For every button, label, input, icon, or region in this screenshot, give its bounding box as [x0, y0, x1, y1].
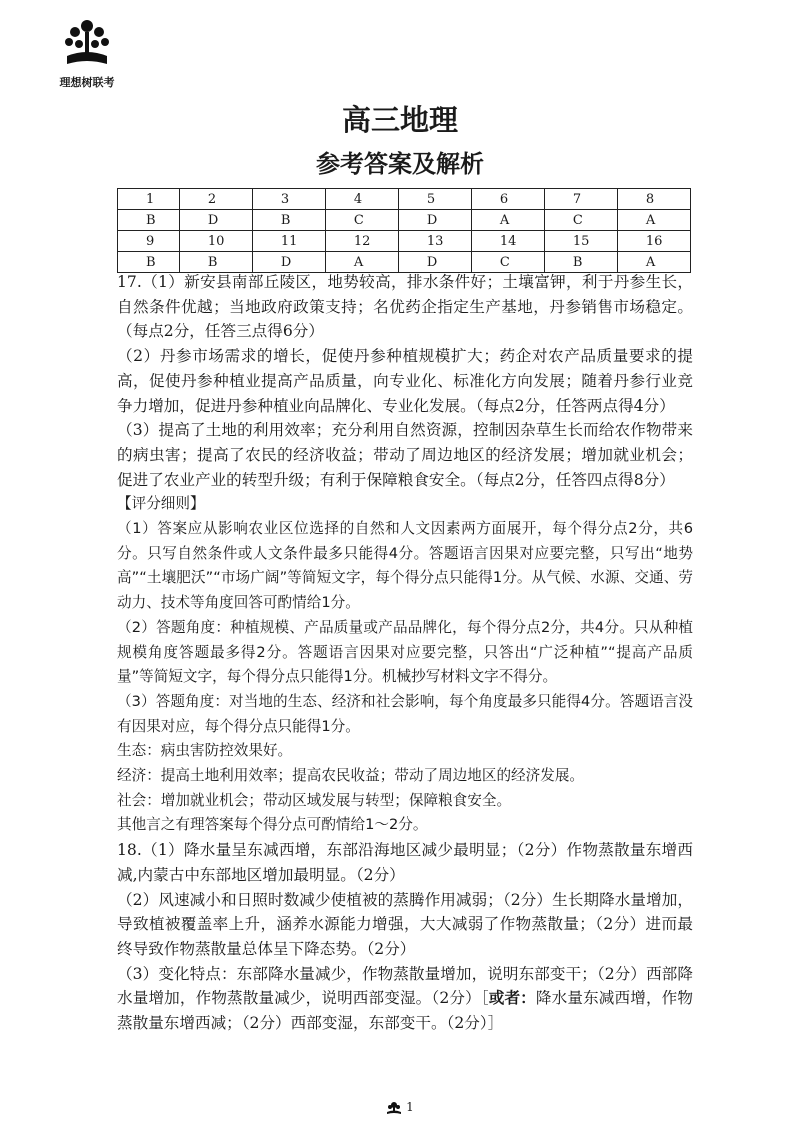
question-number-row — [118, 189, 691, 210]
table-cell: D — [252, 252, 325, 273]
rubric-society: 社会：增加就业机会；带动区域发展与转型；保障粮食安全。 — [117, 791, 512, 809]
logo-text: 理想树联考 — [59, 76, 115, 89]
table-cell: B — [252, 210, 325, 231]
q18-part3-alt: 降水量东减西增，作物蒸散量东增西减；（2分）西部变湿，东部变干。（2分）］ — [117, 989, 693, 1033]
answer-content — [117, 270, 693, 1036]
table-cell: 13 — [398, 231, 471, 252]
table-cell: A — [617, 210, 690, 231]
page-footer — [0, 1100, 800, 1115]
table-cell: 14 — [471, 231, 544, 252]
table-cell: A — [325, 252, 398, 273]
q17-part2: （2）丹参市场需求的增长，促使丹参种植规模扩大；药企对农产品质量要求的提高，促使丹参种植业提高产品质量，向专业化、标准化方向发展；随着丹参行业竞争力增加，促进丹参种植业向品牌化、专业化发展。（每点2分，任答两点得4分） — [117, 347, 693, 415]
table-cell: C — [325, 210, 398, 231]
q18-part3-main: （3）变化特点：东部降水量减少，作物蒸散量增加，说明东部变干；（2分）西部降水量增加，作物蒸散量减少，说明西部变湿。（2分）［ — [117, 964, 693, 1008]
table-cell: 8 — [617, 189, 690, 210]
table-cell: 7 — [544, 189, 617, 210]
tree-logo-icon — [63, 18, 111, 68]
table-cell: D — [398, 210, 471, 231]
answer-row — [118, 210, 691, 231]
q18-part3 — [117, 962, 693, 1036]
rubric-economy: 经济：提高土地利用效率；提高农民收益；带动了周边地区的经济发展。 — [117, 767, 585, 785]
table-cell: 16 — [617, 231, 690, 252]
table-cell: A — [617, 252, 690, 273]
table-cell: 5 — [398, 189, 471, 210]
table-cell: 10 — [179, 231, 252, 252]
table-cell: 1 — [118, 189, 180, 210]
logo — [52, 18, 122, 90]
table-cell: D — [398, 252, 471, 273]
table-cell: 6 — [471, 189, 544, 210]
table-cell: 12 — [325, 231, 398, 252]
rubric-2: （2）答题角度：种植规模、产品质量或产品品牌化，每个得分点2分，共4分。只从种植规模角度答题最多得2分。答题语言因果对应要完整，只答出“广泛种植”“提高产品质量”等简短文字，每个得分点只能得1分。机械抄写材料文字不得分。 — [117, 618, 693, 686]
page-title: 高三地理 — [341, 103, 458, 137]
rubric-3: （3）答题角度：对当地的生态、经济和社会影响，每个角度最多只能得4分。答题语言没有因果对应，每个得分点只能得1分。 — [117, 692, 693, 735]
table-cell: C — [471, 252, 544, 273]
rubric-ecology: 生态：病虫害防控效果好。 — [117, 742, 293, 760]
q17-part1: 17.（1）新安县南部丘陵区，地势较高，排水条件好；土壤富钾，利于丹参生长，自然条件优越；当地政府政策支持；名优药企指定生产基地，丹参销售市场稳定。（每点2分，任答三点得6分） — [117, 273, 693, 341]
table-cell: 4 — [325, 189, 398, 210]
table-cell: B — [179, 252, 252, 273]
question-number-row — [118, 231, 691, 252]
q18-part2: （2）风速减小和日照时数减少使植被的蒸腾作用减弱；（2分）生长期降水量增加，导致植被覆盖率上升，涵养水源能力增强，大大减弱了作物蒸散量；（2分）进而最终导致作物蒸散量总体呈下降态势。（2分） — [117, 890, 693, 958]
table-cell: B — [118, 252, 180, 273]
table-cell: A — [471, 210, 544, 231]
table-cell: 3 — [252, 189, 325, 210]
q18-part1: 18.（1）降水量呈东减西增，东部沿海地区减少最明显；（2分）作物蒸散量东增西减,内蒙古中东部地区增加最明显。（2分） — [117, 841, 693, 884]
page-number: 1 — [406, 1100, 414, 1114]
q18-alt-label: 或者： — [488, 988, 536, 1008]
rubric-1: （1）答案应从影响农业区位选择的自然和人文因素两方面展开，每个得分点2分，共6分。只写自然条件或人文条件最多只能得4分。答题语言因果对应要完整，只写出“地势高”“土壤肥沃”“市场广阔”等简短文字，每个得分点只能得1分。从气候、水源、交通、劳动力、技术等角度回答可酌情给1分。 — [117, 520, 693, 612]
table-cell: 15 — [544, 231, 617, 252]
table-cell: 11 — [252, 231, 325, 252]
table-cell: 2 — [179, 189, 252, 210]
table-cell: C — [544, 210, 617, 231]
rubric-other: 其他言之有理答案每个得分点可酌情给1～2分。 — [117, 816, 428, 834]
table-cell: B — [544, 252, 617, 273]
q17-part3: （3）提高了土地的利用效率；充分利用自然资源，控制因杂草生长而给农作物带来的病虫害；提高了农民的经济收益；带动了周边地区的经济发展；增加就业机会；促进了农业产业的转型升级；有利于保障粮食安全。（每点2分，任答四点得8分） — [117, 421, 693, 489]
table-cell: D — [179, 210, 252, 231]
answer-table — [117, 188, 691, 273]
small-tree-logo-icon — [386, 1101, 402, 1115]
page-subtitle: 参考答案及解析 — [316, 150, 484, 178]
table-cell: B — [118, 210, 180, 231]
rubric-heading: 【评分细则】 — [117, 495, 205, 513]
table-cell: 9 — [118, 231, 180, 252]
